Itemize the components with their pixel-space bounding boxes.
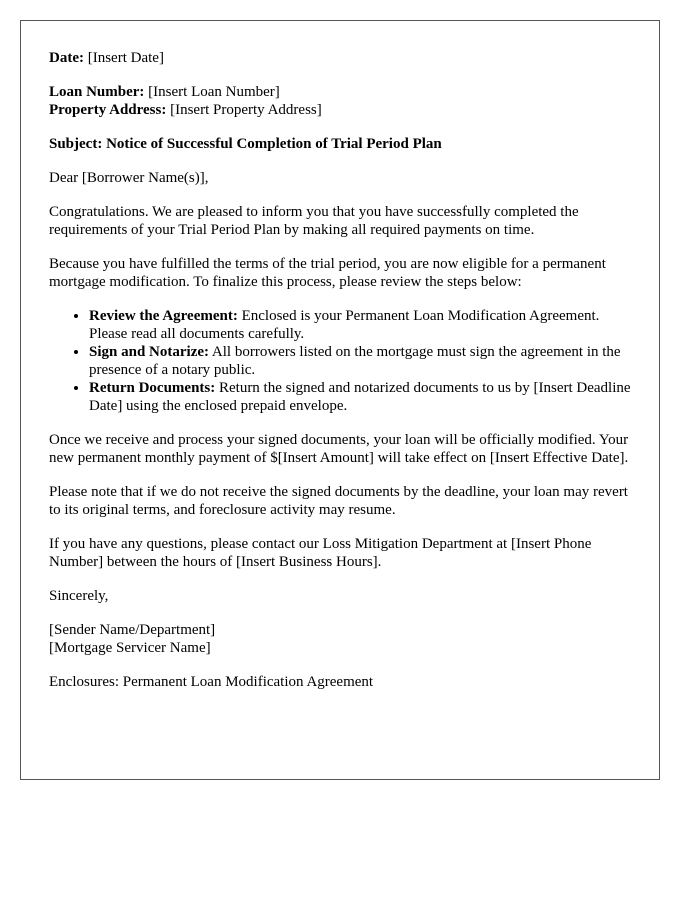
step-title: Return Documents: xyxy=(89,380,216,396)
step-item-review xyxy=(89,307,631,343)
letter-document xyxy=(20,20,660,780)
property-address-label: Property Address: xyxy=(49,102,167,118)
date-label: Date: xyxy=(49,50,84,66)
step-text: All borrowers listed on the mortgage must sign the agreement in the presence of a notary public. xyxy=(89,344,621,378)
property-address-value: [Insert Property Address] xyxy=(170,102,322,118)
servicer-name: [Mortgage Servicer Name] xyxy=(49,640,211,656)
date-line xyxy=(49,49,631,67)
subject-text: Subject: Notice of Successful Completion of Trial Period Plan xyxy=(49,136,442,152)
step-text: Return the signed and notarized documents to us by [Insert Deadline Date] using the enclosed prepaid envelope. xyxy=(89,380,631,414)
sender-name: [Sender Name/Department] xyxy=(49,622,216,638)
enclosures-line: Enclosures: Permanent Loan Modification Agreement xyxy=(49,674,374,690)
property-address-line xyxy=(49,101,631,119)
paragraph-eligibility: Because you have fulfilled the terms of the trial period, you are now eligible for a permanent mortgage modification. To finalize this process, please review the steps below: xyxy=(49,256,606,290)
step-title: Review the Agreement: xyxy=(89,308,238,324)
steps-list xyxy=(49,307,631,415)
subject-line xyxy=(49,135,631,153)
loan-number-label: Loan Number: xyxy=(49,84,145,100)
loan-number-line xyxy=(49,83,631,101)
step-item-return xyxy=(89,379,631,415)
date-value: [Insert Date] xyxy=(87,50,164,66)
sign-off: Sincerely, xyxy=(49,588,109,604)
paragraph-congratulations: Congratulations. We are pleased to inform you that you have successfully completed the requirements of your Trial Period Plan by making all required payments on time. xyxy=(49,204,579,238)
paragraph-warning: Please note that if we do not receive the signed documents by the deadline, your loan may revert to its original terms, and foreclosure activity may resume. xyxy=(49,484,628,518)
loan-info xyxy=(49,83,631,119)
step-text: Enclosed is your Permanent Loan Modification Agreement. Please read all documents carefully. xyxy=(89,308,600,342)
step-title: Sign and Notarize: xyxy=(89,344,209,360)
paragraph-modification: Once we receive and process your signed documents, your loan will be officially modified. Your new permanent monthly payment of $[Insert Amount] will take effect on [Insert Effective Date]. xyxy=(49,432,629,466)
loan-number-value: [Insert Loan Number] xyxy=(148,84,280,100)
paragraph-contact: If you have any questions, please contact our Loss Mitigation Department at [Insert Phone Number] between the hours of [Insert Business Hours]. xyxy=(49,536,592,570)
step-item-sign xyxy=(89,343,631,379)
salutation: Dear [Borrower Name(s)], xyxy=(49,170,209,186)
signature-block xyxy=(49,621,631,657)
